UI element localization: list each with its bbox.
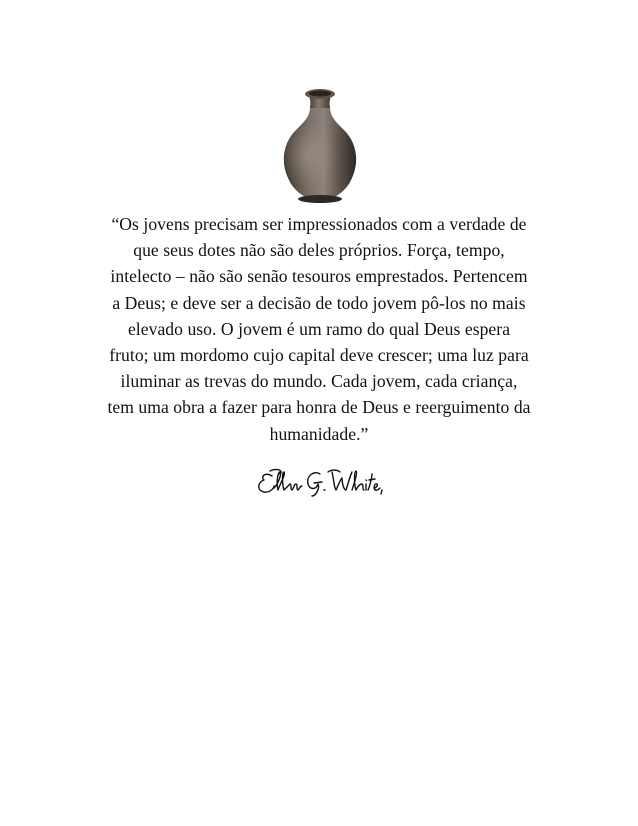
quote-line: “Os jovens precisam ser impressionados com a verdade de	[111, 214, 527, 234]
author-signature	[254, 466, 388, 500]
clay-vase-icon	[270, 84, 370, 206]
quote-text	[66, 211, 572, 447]
quote-line: elevado uso. O jovem é um ramo do qual Deus espera	[127, 318, 511, 339]
quote-line: que seus dotes não são deles próprios. Força, tempo,	[133, 240, 505, 261]
quote-line: intelecto – não são senão tesouros emprestados. Pertencem	[110, 266, 528, 287]
quote-line: fruto; um mordomo cujo capital deve crescer; uma luz para	[109, 345, 529, 366]
quote-line: a Deus; e deve ser a decisão de todo jovem pô-los no mais	[112, 292, 526, 313]
quote-line: tem uma obra a fazer para honra de Deus e reerguimento da	[107, 397, 531, 418]
quote-line: humanidade.”	[269, 423, 369, 444]
quote-line: iluminar as trevas do mundo. Cada jovem, cada criança,	[120, 371, 518, 392]
